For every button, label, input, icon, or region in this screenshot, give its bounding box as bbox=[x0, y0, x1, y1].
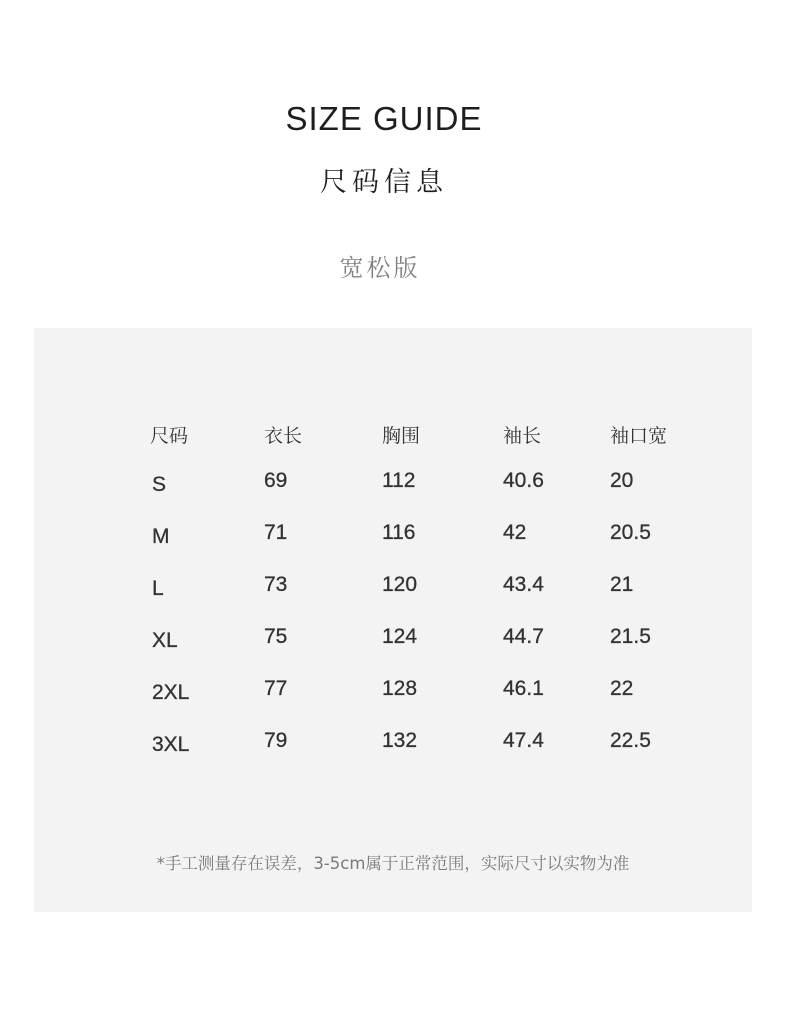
cell-sleeve-length: 47.4 bbox=[503, 729, 544, 752]
cell-chest: 132 bbox=[382, 729, 418, 752]
cell-length: 79 bbox=[264, 729, 288, 752]
table-row bbox=[150, 676, 700, 728]
cell-size: M bbox=[152, 525, 170, 548]
cell-cuff-width: 22 bbox=[610, 677, 634, 700]
cell-length: 69 bbox=[264, 469, 288, 492]
cell-length: 71 bbox=[264, 521, 288, 544]
cell-sleeve-length: 42 bbox=[503, 521, 527, 544]
table-row bbox=[150, 572, 700, 624]
table-row bbox=[150, 520, 700, 572]
cell-cuff-width: 20.5 bbox=[610, 521, 651, 544]
cell-size: L bbox=[152, 577, 164, 600]
table-row bbox=[150, 468, 700, 520]
header-length: 衣长 bbox=[264, 425, 303, 447]
fit-type-label: 宽松版 bbox=[339, 254, 421, 282]
cell-chest: 116 bbox=[382, 521, 416, 544]
page-title-english: SIZE GUIDE bbox=[285, 100, 483, 137]
cell-sleeve-length: 43.4 bbox=[503, 573, 544, 596]
cell-sleeve-length: 46.1 bbox=[503, 677, 544, 700]
cell-length: 75 bbox=[264, 625, 288, 648]
cell-cuff-width: 21 bbox=[610, 573, 634, 596]
cell-size: XL bbox=[152, 629, 178, 652]
header-chest: 胸围 bbox=[382, 425, 421, 447]
cell-size: 3XL bbox=[152, 733, 190, 756]
header-cuff-width: 袖口宽 bbox=[610, 425, 668, 447]
table-row bbox=[150, 728, 700, 780]
cell-size: S bbox=[152, 473, 167, 496]
cell-chest: 128 bbox=[382, 677, 418, 700]
cell-cuff-width: 22.5 bbox=[610, 729, 651, 752]
cell-chest: 124 bbox=[382, 625, 418, 648]
cell-chest: 120 bbox=[382, 573, 418, 596]
cell-cuff-width: 20 bbox=[610, 469, 634, 492]
cell-sleeve-length: 44.7 bbox=[503, 625, 544, 648]
cell-sleeve-length: 40.6 bbox=[503, 469, 544, 492]
size-table bbox=[150, 420, 700, 780]
cell-chest: 112 bbox=[382, 469, 416, 492]
table-row bbox=[150, 624, 700, 676]
cell-length: 77 bbox=[264, 677, 288, 700]
header-size: 尺码 bbox=[150, 425, 189, 447]
cell-cuff-width: 21.5 bbox=[610, 625, 651, 648]
table-header-row bbox=[150, 420, 700, 468]
cell-length: 73 bbox=[264, 573, 288, 596]
header-sleeve-length: 袖长 bbox=[503, 425, 542, 447]
measurement-note: *手工测量存在误差，3-5cm属于正常范围，实际尺寸以实物为准 bbox=[156, 854, 630, 873]
page-title-chinese: 尺码信息 bbox=[320, 167, 448, 198]
cell-size: 2XL bbox=[152, 681, 190, 704]
